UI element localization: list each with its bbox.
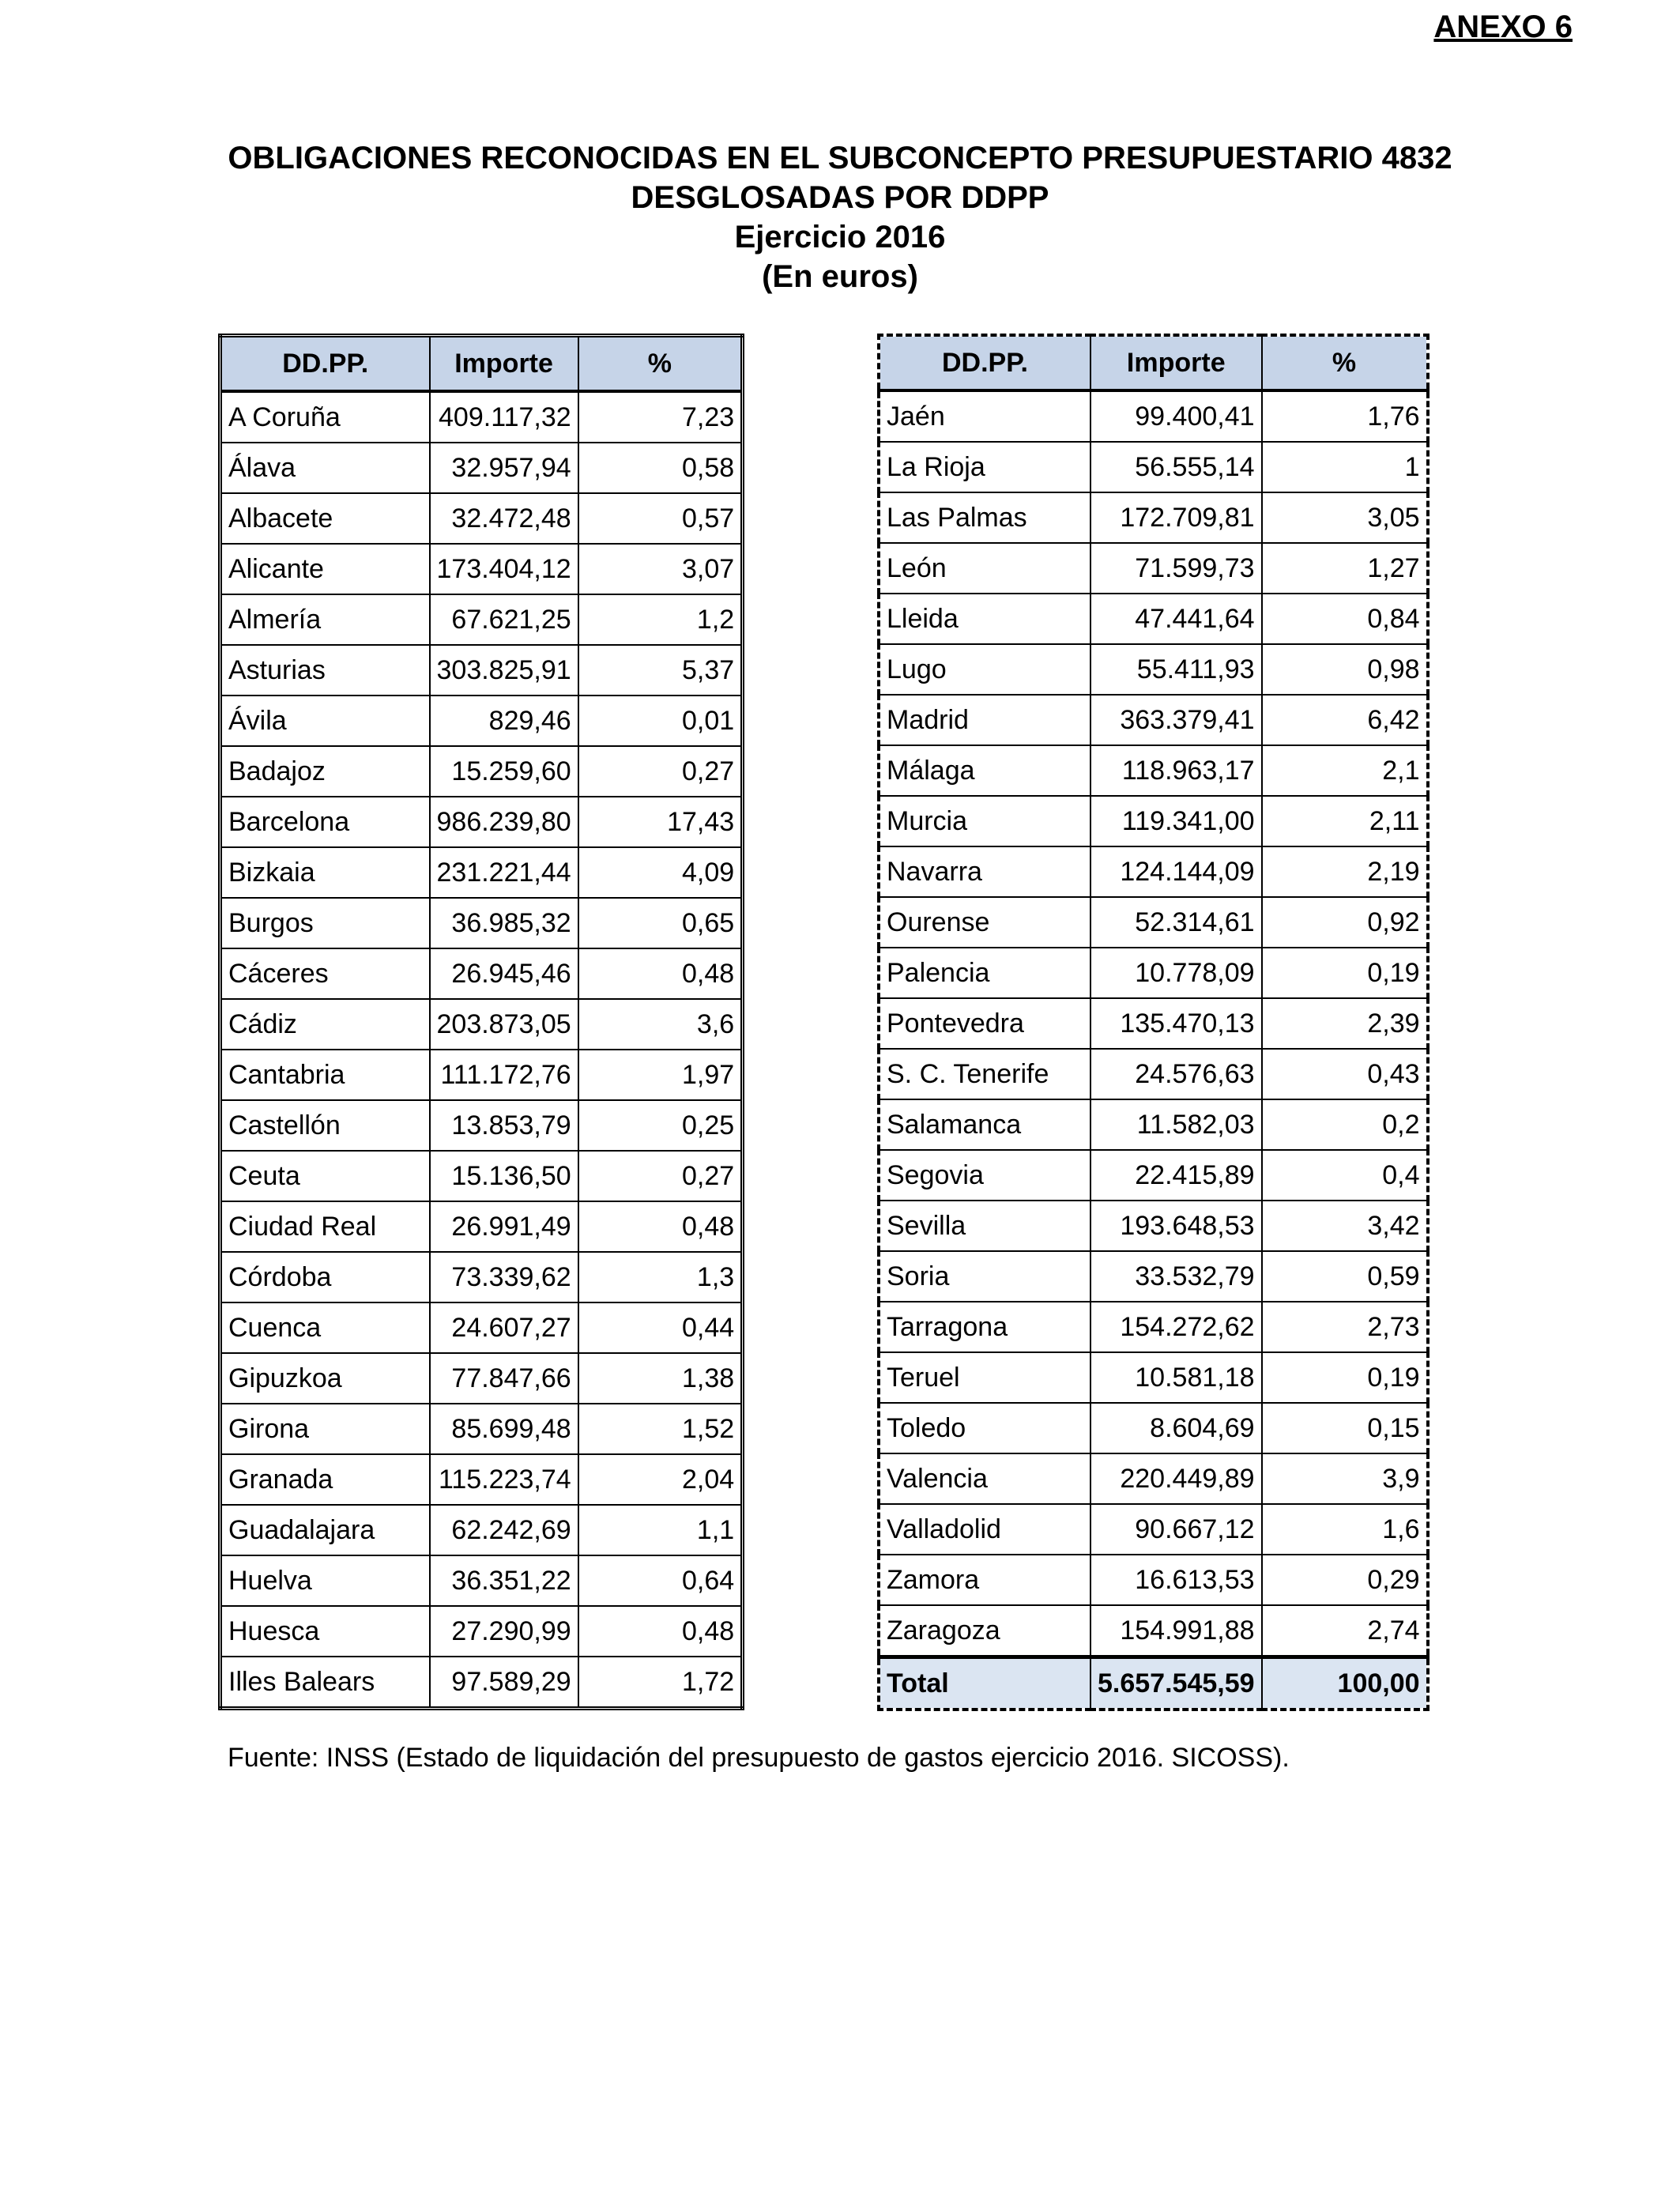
total-importe: 5.657.545,59 [1090, 1657, 1262, 1710]
percent-cell: 0,29 [1262, 1555, 1428, 1605]
total-percent: 100,00 [1262, 1657, 1428, 1710]
table-row [220, 847, 743, 898]
importe-cell: 11.582,03 [1090, 1099, 1262, 1150]
title-line-4: (En euros) [762, 259, 918, 294]
importe-cell: 67.621,25 [430, 594, 578, 645]
table-row [220, 1404, 743, 1454]
table-row [220, 493, 743, 544]
header-percent: % [1262, 335, 1428, 390]
importe-cell: 986.239,80 [430, 797, 578, 847]
title-line-2: DESGLOSADAS POR DDPP [631, 180, 1049, 215]
table-row [879, 492, 1428, 543]
table-row [879, 390, 1428, 442]
importe-cell: 172.709,81 [1090, 492, 1262, 543]
table-row [220, 1657, 743, 1709]
importe-cell: 203.873,05 [430, 999, 578, 1050]
table-row [220, 1505, 743, 1555]
ddpp-cell: Granada [220, 1454, 430, 1505]
table-row [879, 1201, 1428, 1251]
percent-cell: 0,65 [578, 898, 743, 948]
table-row [220, 645, 743, 696]
importe-cell: 52.314,61 [1090, 897, 1262, 948]
percent-cell: 0,2 [1262, 1099, 1428, 1150]
ddpp-cell: Ávila [220, 696, 430, 746]
ddpp-cell: Málaga [879, 745, 1090, 796]
ddpp-cell: Palencia [879, 948, 1090, 998]
importe-cell: 124.144,09 [1090, 846, 1262, 897]
table-row [879, 745, 1428, 796]
percent-cell: 2,11 [1262, 796, 1428, 846]
ddpp-cell: Valladolid [879, 1504, 1090, 1555]
importe-cell: 33.532,79 [1090, 1251, 1262, 1302]
ddpp-cell: Gipuzkoa [220, 1353, 430, 1404]
table-row [879, 998, 1428, 1049]
importe-cell: 409.117,32 [430, 391, 578, 443]
percent-cell: 0,01 [578, 696, 743, 746]
total-row [879, 1657, 1428, 1710]
ddpp-cell: Álava [220, 443, 430, 493]
table-row [220, 391, 743, 443]
table-row [879, 796, 1428, 846]
percent-cell: 1,2 [578, 594, 743, 645]
table-row [879, 644, 1428, 695]
importe-cell: 36.351,22 [430, 1555, 578, 1606]
importe-cell: 26.991,49 [430, 1201, 578, 1252]
percent-cell: 0,19 [1262, 948, 1428, 998]
ddpp-cell: Toledo [879, 1403, 1090, 1453]
importe-cell: 15.259,60 [430, 746, 578, 797]
importe-cell: 154.272,62 [1090, 1302, 1262, 1352]
table-row [879, 846, 1428, 897]
importe-cell: 119.341,00 [1090, 796, 1262, 846]
ddpp-cell: Huelva [220, 1555, 430, 1606]
ddpp-cell: Burgos [220, 898, 430, 948]
percent-cell: 0,43 [1262, 1049, 1428, 1099]
percent-cell: 0,4 [1262, 1150, 1428, 1201]
percent-cell: 4,09 [578, 847, 743, 898]
importe-cell: 10.581,18 [1090, 1352, 1262, 1403]
percent-cell: 1,27 [1262, 543, 1428, 594]
table-row [879, 948, 1428, 998]
percent-cell: 17,43 [578, 797, 743, 847]
ddpp-cell: Valencia [879, 1453, 1090, 1504]
percent-cell: 1,38 [578, 1353, 743, 1404]
table-row [879, 1453, 1428, 1504]
table-row [220, 797, 743, 847]
percent-cell: 0,48 [578, 1201, 743, 1252]
table-row [220, 1201, 743, 1252]
table-row [220, 898, 743, 948]
right-header-row [879, 335, 1428, 390]
importe-cell: 22.415,89 [1090, 1150, 1262, 1201]
importe-cell: 56.555,14 [1090, 442, 1262, 492]
ddpp-cell: León [879, 543, 1090, 594]
header-importe: Importe [1090, 335, 1262, 390]
ddpp-cell: A Coruña [220, 391, 430, 443]
percent-cell: 0,58 [578, 443, 743, 493]
ddpp-cell: Guadalajara [220, 1505, 430, 1555]
percent-cell: 0,92 [1262, 897, 1428, 948]
header-percent: % [578, 336, 743, 392]
ddpp-cell: Ourense [879, 897, 1090, 948]
percent-cell: 0,48 [578, 1606, 743, 1657]
percent-cell: 5,37 [578, 645, 743, 696]
importe-cell: 363.379,41 [1090, 695, 1262, 745]
table-row [879, 1099, 1428, 1150]
left-header-row [220, 336, 743, 392]
percent-cell: 0,27 [578, 1151, 743, 1201]
table-row [220, 1100, 743, 1151]
percent-cell: 1,1 [578, 1505, 743, 1555]
percent-cell: 2,39 [1262, 998, 1428, 1049]
importe-cell: 303.825,91 [430, 645, 578, 696]
table-row [879, 1504, 1428, 1555]
ddpp-cell: Salamanca [879, 1099, 1090, 1150]
table-row [879, 594, 1428, 644]
importe-cell: 10.778,09 [1090, 948, 1262, 998]
ddpp-cell: Bizkaia [220, 847, 430, 898]
percent-cell: 2,73 [1262, 1302, 1428, 1352]
ddpp-cell: Illes Balears [220, 1657, 430, 1709]
percent-cell: 0,27 [578, 746, 743, 797]
header-ddpp: DD.PP. [879, 335, 1090, 390]
percent-cell: 3,05 [1262, 492, 1428, 543]
percent-cell: 1,3 [578, 1252, 743, 1302]
table-row [220, 999, 743, 1050]
importe-cell: 55.411,93 [1090, 644, 1262, 695]
importe-cell: 8.604,69 [1090, 1403, 1262, 1453]
importe-cell: 62.242,69 [430, 1505, 578, 1555]
table-row [879, 1605, 1428, 1657]
ddpp-cell: Córdoba [220, 1252, 430, 1302]
importe-cell: 13.853,79 [430, 1100, 578, 1151]
percent-cell: 0,15 [1262, 1403, 1428, 1453]
percent-cell: 0,44 [578, 1302, 743, 1353]
title-line-1: OBLIGACIONES RECONOCIDAS EN EL SUBCONCEPTO PRESUPUESTARIO 4832 [228, 141, 1452, 175]
table-row [220, 1353, 743, 1404]
importe-cell: 173.404,12 [430, 544, 578, 594]
importe-cell: 115.223,74 [430, 1454, 578, 1505]
ddpp-cell: Tarragona [879, 1302, 1090, 1352]
importe-cell: 36.985,32 [430, 898, 578, 948]
table-row [220, 594, 743, 645]
percent-cell: 6,42 [1262, 695, 1428, 745]
ddpp-cell: Cáceres [220, 948, 430, 999]
percent-cell: 2,04 [578, 1454, 743, 1505]
percent-cell: 1,76 [1262, 390, 1428, 442]
importe-cell: 32.472,48 [430, 493, 578, 544]
ddpp-cell: La Rioja [879, 442, 1090, 492]
left-table [218, 334, 744, 1710]
ddpp-cell: Alicante [220, 544, 430, 594]
table-row [220, 1454, 743, 1505]
ddpp-cell: Pontevedra [879, 998, 1090, 1049]
importe-cell: 47.441,64 [1090, 594, 1262, 644]
title-line-3: Ejercicio 2016 [734, 220, 946, 254]
table-row [879, 695, 1428, 745]
importe-cell: 135.470,13 [1090, 998, 1262, 1049]
percent-cell: 1,6 [1262, 1504, 1428, 1555]
ddpp-cell: Teruel [879, 1352, 1090, 1403]
table-row [879, 1403, 1428, 1453]
ddpp-cell: Murcia [879, 796, 1090, 846]
percent-cell: 0,84 [1262, 594, 1428, 644]
importe-cell: 99.400,41 [1090, 390, 1262, 442]
table-row [220, 544, 743, 594]
importe-cell: 24.607,27 [430, 1302, 578, 1353]
ddpp-cell: Almería [220, 594, 430, 645]
percent-cell: 1 [1262, 442, 1428, 492]
table-row [220, 1555, 743, 1606]
table-row [879, 543, 1428, 594]
importe-cell: 90.667,12 [1090, 1504, 1262, 1555]
percent-cell: 2,74 [1262, 1605, 1428, 1657]
ddpp-cell: Ceuta [220, 1151, 430, 1201]
ddpp-cell: Zamora [879, 1555, 1090, 1605]
ddpp-cell: Jaén [879, 390, 1090, 442]
header-importe: Importe [430, 336, 578, 392]
table-row [220, 1151, 743, 1201]
importe-cell: 829,46 [430, 696, 578, 746]
table-row [879, 897, 1428, 948]
importe-cell: 16.613,53 [1090, 1555, 1262, 1605]
table-row [220, 948, 743, 999]
percent-cell: 0,98 [1262, 644, 1428, 695]
ddpp-cell: Cádiz [220, 999, 430, 1050]
ddpp-cell: Cuenca [220, 1302, 430, 1353]
total-label: Total [879, 1657, 1090, 1710]
table-row [220, 1252, 743, 1302]
percent-cell: 1,52 [578, 1404, 743, 1454]
ddpp-cell: S. C. Tenerife [879, 1049, 1090, 1099]
table-row [879, 1352, 1428, 1403]
importe-cell: 73.339,62 [430, 1252, 578, 1302]
table-row [220, 746, 743, 797]
percent-cell: 0,48 [578, 948, 743, 999]
ddpp-cell: Soria [879, 1251, 1090, 1302]
importe-cell: 71.599,73 [1090, 543, 1262, 594]
ddpp-cell: Huesca [220, 1606, 430, 1657]
percent-cell: 0,57 [578, 493, 743, 544]
table-row [879, 1251, 1428, 1302]
header-ddpp: DD.PP. [220, 336, 430, 392]
table-row [879, 1150, 1428, 1201]
importe-cell: 231.221,44 [430, 847, 578, 898]
ddpp-cell: Asturias [220, 645, 430, 696]
percent-cell: 0,25 [578, 1100, 743, 1151]
table-row [220, 696, 743, 746]
table-row [220, 1302, 743, 1353]
ddpp-cell: Castellón [220, 1100, 430, 1151]
table-row [220, 1050, 743, 1100]
ddpp-cell: Albacete [220, 493, 430, 544]
table-row [879, 1049, 1428, 1099]
ddpp-cell: Badajoz [220, 746, 430, 797]
ddpp-cell: Girona [220, 1404, 430, 1454]
ddpp-cell: Sevilla [879, 1201, 1090, 1251]
importe-cell: 85.699,48 [430, 1404, 578, 1454]
percent-cell: 3,9 [1262, 1453, 1428, 1504]
importe-cell: 32.957,94 [430, 443, 578, 493]
importe-cell: 97.589,29 [430, 1657, 578, 1709]
importe-cell: 27.290,99 [430, 1606, 578, 1657]
importe-cell: 15.136,50 [430, 1151, 578, 1201]
importe-cell: 77.847,66 [430, 1353, 578, 1404]
source-note: Fuente: INSS (Estado de liquidación del presupuesto de gastos ejercicio 2016. SICOSS). [228, 1743, 1290, 1773]
table-row [879, 1302, 1428, 1352]
ddpp-cell: Barcelona [220, 797, 430, 847]
percent-cell: 2,19 [1262, 846, 1428, 897]
percent-cell: 3,42 [1262, 1201, 1428, 1251]
importe-cell: 24.576,63 [1090, 1049, 1262, 1099]
percent-cell: 0,64 [578, 1555, 743, 1606]
importe-cell: 111.172,76 [430, 1050, 578, 1100]
ddpp-cell: Cantabria [220, 1050, 430, 1100]
table-row [879, 442, 1428, 492]
percent-cell: 3,07 [578, 544, 743, 594]
importe-cell: 154.991,88 [1090, 1605, 1262, 1657]
importe-cell: 193.648,53 [1090, 1201, 1262, 1251]
table-row [879, 1555, 1428, 1605]
percent-cell: 2,1 [1262, 745, 1428, 796]
percent-cell: 0,19 [1262, 1352, 1428, 1403]
percent-cell: 3,6 [578, 999, 743, 1050]
document-title [0, 138, 1680, 296]
percent-cell: 1,72 [578, 1657, 743, 1709]
table-row [220, 1606, 743, 1657]
ddpp-cell: Zaragoza [879, 1605, 1090, 1657]
ddpp-cell: Navarra [879, 846, 1090, 897]
annex-label: ANEXO 6 [1433, 9, 1573, 44]
ddpp-cell: Madrid [879, 695, 1090, 745]
ddpp-cell: Lleida [879, 594, 1090, 644]
ddpp-cell: Ciudad Real [220, 1201, 430, 1252]
ddpp-cell: Las Palmas [879, 492, 1090, 543]
importe-cell: 26.945,46 [430, 948, 578, 999]
table-row [220, 443, 743, 493]
percent-cell: 0,59 [1262, 1251, 1428, 1302]
percent-cell: 1,97 [578, 1050, 743, 1100]
importe-cell: 220.449,89 [1090, 1453, 1262, 1504]
ddpp-cell: Lugo [879, 644, 1090, 695]
ddpp-cell: Segovia [879, 1150, 1090, 1201]
right-table [877, 334, 1430, 1711]
importe-cell: 118.963,17 [1090, 745, 1262, 796]
percent-cell: 7,23 [578, 391, 743, 443]
